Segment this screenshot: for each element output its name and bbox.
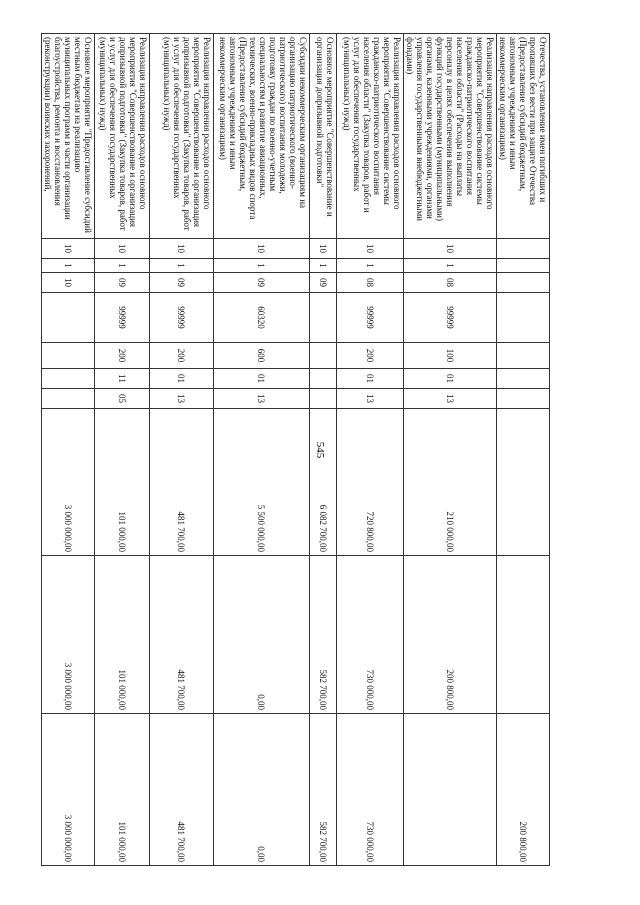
table-row (497, 34, 550, 866)
subprogram-code: 1 (337, 259, 404, 273)
budget-table (41, 33, 550, 866)
subsection-code: 13 (214, 389, 310, 409)
amount-year-1: 720 800,00 (337, 409, 404, 556)
event-code: 10 (42, 273, 95, 293)
row-description: Субсидии некоммерческим организациям на организацию патриотического (военно-патриотического) воспитания молодежи, подготовку граждан по военно-учетным специальностям и развитие авиационных, технических, военно-прикладных видов спорта (Предоставление субсидий бюджетным, автономным учреждениям и иным некоммерческим организациям) (214, 34, 310, 239)
amount-year-2: 0,00 (214, 556, 310, 714)
rotated-table-area (43, 33, 550, 865)
table-row (150, 34, 214, 866)
program-code: 10 (42, 239, 95, 259)
amount-year-3: 582 700,00 (310, 714, 337, 866)
event-code: 09 (95, 273, 150, 293)
section-code: 01 (404, 369, 497, 389)
amount-year-3: 0,00 (214, 714, 310, 866)
expense-type-code (42, 343, 95, 369)
subprogram-code: 1 (150, 259, 214, 273)
subprogram-code (497, 259, 550, 273)
direction-code (42, 293, 95, 343)
amount-year-2: 101 000,00 (95, 556, 150, 714)
table-row (310, 34, 337, 866)
row-description: Основное мероприятие "Совершенствование и организация допризывной подготовки" (310, 34, 337, 239)
section-code (310, 369, 337, 389)
event-code (497, 273, 550, 293)
expense-type-code (310, 343, 337, 369)
table-row (42, 34, 95, 866)
subsection-code: 13 (337, 389, 404, 409)
section-code: 11 (95, 369, 150, 389)
amount-year-1: 6 082 700,00 (310, 409, 337, 556)
row-description: Основное мероприятие "Предоставление субсидий местным бюджетам на реализацию муниципальных программ в части организации благоустройства, ремонта и восстановления (реконструкции) воинских захоронений, (42, 34, 95, 239)
amount-year-1: 101 000,00 (95, 409, 150, 556)
amount-year-2: 730 000,00 (337, 556, 404, 714)
event-code: 09 (214, 273, 310, 293)
expense-type-code: 200 (337, 343, 404, 369)
program-code: 10 (404, 239, 497, 259)
expense-type-code: 600 (214, 343, 310, 369)
program-code: 10 (95, 239, 150, 259)
row-description: Отечества, установление имен погибших и пропавших без вести при защите Отечества (Предоставление субсидий бюджетным, автономным учреждениям и иным некоммерческим организациям) (497, 34, 550, 239)
amount-year-3: 101 000,00 (95, 714, 150, 866)
table-row (404, 34, 497, 866)
amount-year-1: 481 700,00 (150, 409, 214, 556)
direction-code: 99999 (150, 293, 214, 343)
subprogram-code: 1 (214, 259, 310, 273)
program-code: 10 (214, 239, 310, 259)
section-code: 01 (337, 369, 404, 389)
program-code: 10 (310, 239, 337, 259)
section-code: 01 (150, 369, 214, 389)
direction-code (310, 293, 337, 343)
direction-code (497, 293, 550, 343)
section-code (497, 369, 550, 389)
expense-type-code: 200 (95, 343, 150, 369)
row-description: Реализация направления расходов основного мероприятия "Совершенствование системы гражданско-патриотического воспитания населения области" (Расходы на выплаты персоналу в целях обеспечения выполнения функций государственными (муниципальными) органами, казенными учреждениями, органами управления государственными внебюджетными фондами) (404, 34, 497, 239)
amount-year-3 (404, 714, 497, 866)
section-code (42, 369, 95, 389)
event-code: 09 (310, 273, 337, 293)
page-number: 545 (314, 441, 326, 459)
subprogram-code: 1 (404, 259, 497, 273)
program-code (497, 239, 550, 259)
amount-year-3: 200 800,00 (497, 714, 550, 866)
amount-year-3: 3 000 000,00 (42, 714, 95, 866)
amount-year-2: 3 000 000,00 (42, 556, 95, 714)
subsection-code: 13 (150, 389, 214, 409)
subsection-code: 05 (95, 389, 150, 409)
table-row (214, 34, 310, 866)
event-code: 08 (337, 273, 404, 293)
amount-year-3: 481 700,00 (150, 714, 214, 866)
amount-year-1: 3 000 000,00 (42, 409, 95, 556)
subsection-code (42, 389, 95, 409)
expense-type-code: 100 (404, 343, 497, 369)
amount-year-2: 582 700,00 (310, 556, 337, 714)
amount-year-2 (497, 556, 550, 714)
amount-year-1: 5 500 000,00 (214, 409, 310, 556)
direction-code: 99999 (404, 293, 497, 343)
event-code: 09 (150, 273, 214, 293)
row-description: Реализация направления расходов основного мероприятия "Совершенствование системы гражданско-патриотического воспитания населения области" (Закупка товаров, работ и услуг для обеспечения государственных (муниципальных) нужд) (337, 34, 404, 239)
program-code: 10 (337, 239, 404, 259)
amount-year-1: 210 000,00 (404, 409, 497, 556)
row-description: Реализация направления расходов основного мероприятия "Совершенствование и организация допризывной подготовки" (Закупка товаров, работ и услуг для обеспечения государственных (муниципальных) нужд) (150, 34, 214, 239)
section-code: 01 (214, 369, 310, 389)
direction-code: 60320 (214, 293, 310, 343)
direction-code: 99999 (95, 293, 150, 343)
event-code: 08 (404, 273, 497, 293)
amount-year-2: 200 800,00 (404, 556, 497, 714)
table-row (95, 34, 150, 866)
amount-year-1 (497, 409, 550, 556)
table-row (337, 34, 404, 866)
subsection-code (310, 389, 337, 409)
subprogram-code: 1 (310, 259, 337, 273)
amount-year-2: 481 700,00 (150, 556, 214, 714)
expense-type-code (497, 343, 550, 369)
subprogram-code: 1 (95, 259, 150, 273)
program-code: 10 (150, 239, 214, 259)
subsection-code: 13 (404, 389, 497, 409)
row-description: Реализация направления расходов основного мероприятия "Совершенствование и организация допризывной подготовки" (Закупка товаров, работ и услуг для обеспечения государственных (муниципальных) нужд) (95, 34, 150, 239)
expense-type-code: 200 (150, 343, 214, 369)
subprogram-code: 1 (42, 259, 95, 273)
direction-code: 99999 (337, 293, 404, 343)
amount-year-3: 730 000,00 (337, 714, 404, 866)
subsection-code (497, 389, 550, 409)
